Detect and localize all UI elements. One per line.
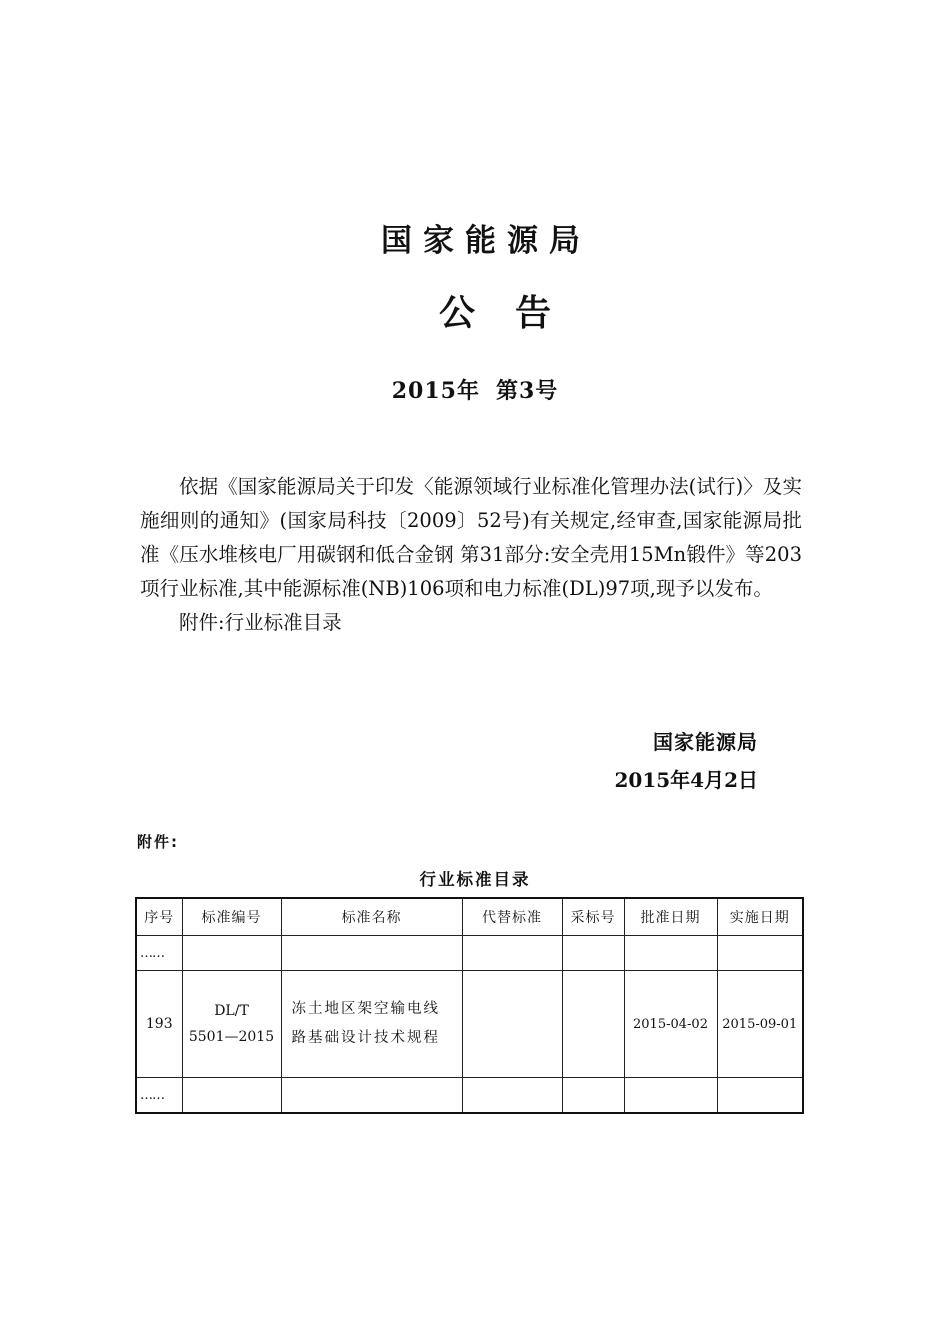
- doc-title: 公告: [438, 293, 591, 334]
- column-header-code: 标准编号: [182, 898, 281, 936]
- column-header-seq: 序号: [136, 898, 182, 936]
- empty-cell: [182, 1078, 281, 1114]
- row-adopted: [562, 971, 624, 1078]
- body-paragraph: 依据《国家能源局关于印发〈能源领域行业标准化管理办法(试行)〉及实施细则的通知》(国家局科技〔2009〕52号)有关规定,经审查,国家能源局批准《压水堆核电厂用碳钢和低合金钢 第31部分:安全壳用15Mn锻件》等203项行业标准,其中能源标准(NB)106项和电力标准(DL)97项,现予以发布。: [140, 475, 802, 600]
- org-title: 国家能源局: [381, 223, 591, 259]
- column-header-name: 标准名称: [281, 898, 462, 936]
- table-row: [136, 971, 803, 1078]
- doc-number: [0, 374, 950, 405]
- empty-cell: [717, 1078, 803, 1114]
- empty-cell: [182, 936, 281, 971]
- row-code-line1: DL/T: [214, 1003, 249, 1019]
- empty-cell: [462, 936, 562, 971]
- column-header-approve-date: 批准日期: [624, 898, 717, 936]
- column-header-effective-date: 实施日期: [717, 898, 803, 936]
- announcement-body: [140, 470, 802, 640]
- row-name: 冻土地区架空输电线路基础设计技术规程: [281, 971, 462, 1078]
- row-approve-date: 2015-04-02: [624, 971, 717, 1078]
- row-replaced: [462, 971, 562, 1078]
- table-header-row: [136, 898, 803, 936]
- ellipsis-cell: ……: [136, 1078, 182, 1114]
- table-title: 行业标准目录: [419, 870, 531, 889]
- row-seq: 193: [136, 971, 182, 1078]
- column-header-adopted: 采标号: [562, 898, 624, 936]
- row-code: [182, 971, 281, 1078]
- doc-no: 第3号: [495, 378, 559, 404]
- column-header-replaced: 代替标准: [462, 898, 562, 936]
- empty-cell: [281, 1078, 462, 1114]
- row-code-line2: 5501—2015: [188, 1029, 275, 1045]
- empty-cell: [562, 1078, 624, 1114]
- row-effective-date: 2015-09-01: [717, 971, 803, 1078]
- table-row-ellipsis: [136, 1078, 803, 1114]
- attachment-reference: 附件:行业标准目录: [179, 611, 342, 634]
- empty-cell: [717, 936, 803, 971]
- empty-cell: [562, 936, 624, 971]
- signing-organization: 国家能源局: [653, 730, 758, 754]
- standards-table: [135, 897, 804, 1114]
- empty-cell: [281, 936, 462, 971]
- empty-cell: [624, 936, 717, 971]
- attachment-label: 附件:: [137, 833, 179, 851]
- ellipsis-cell: ……: [136, 936, 182, 971]
- signing-date: 2015年4月2日: [614, 768, 758, 792]
- doc-year: 2015年: [391, 378, 480, 404]
- empty-cell: [624, 1078, 717, 1114]
- empty-cell: [462, 1078, 562, 1114]
- table-row-ellipsis: [136, 936, 803, 971]
